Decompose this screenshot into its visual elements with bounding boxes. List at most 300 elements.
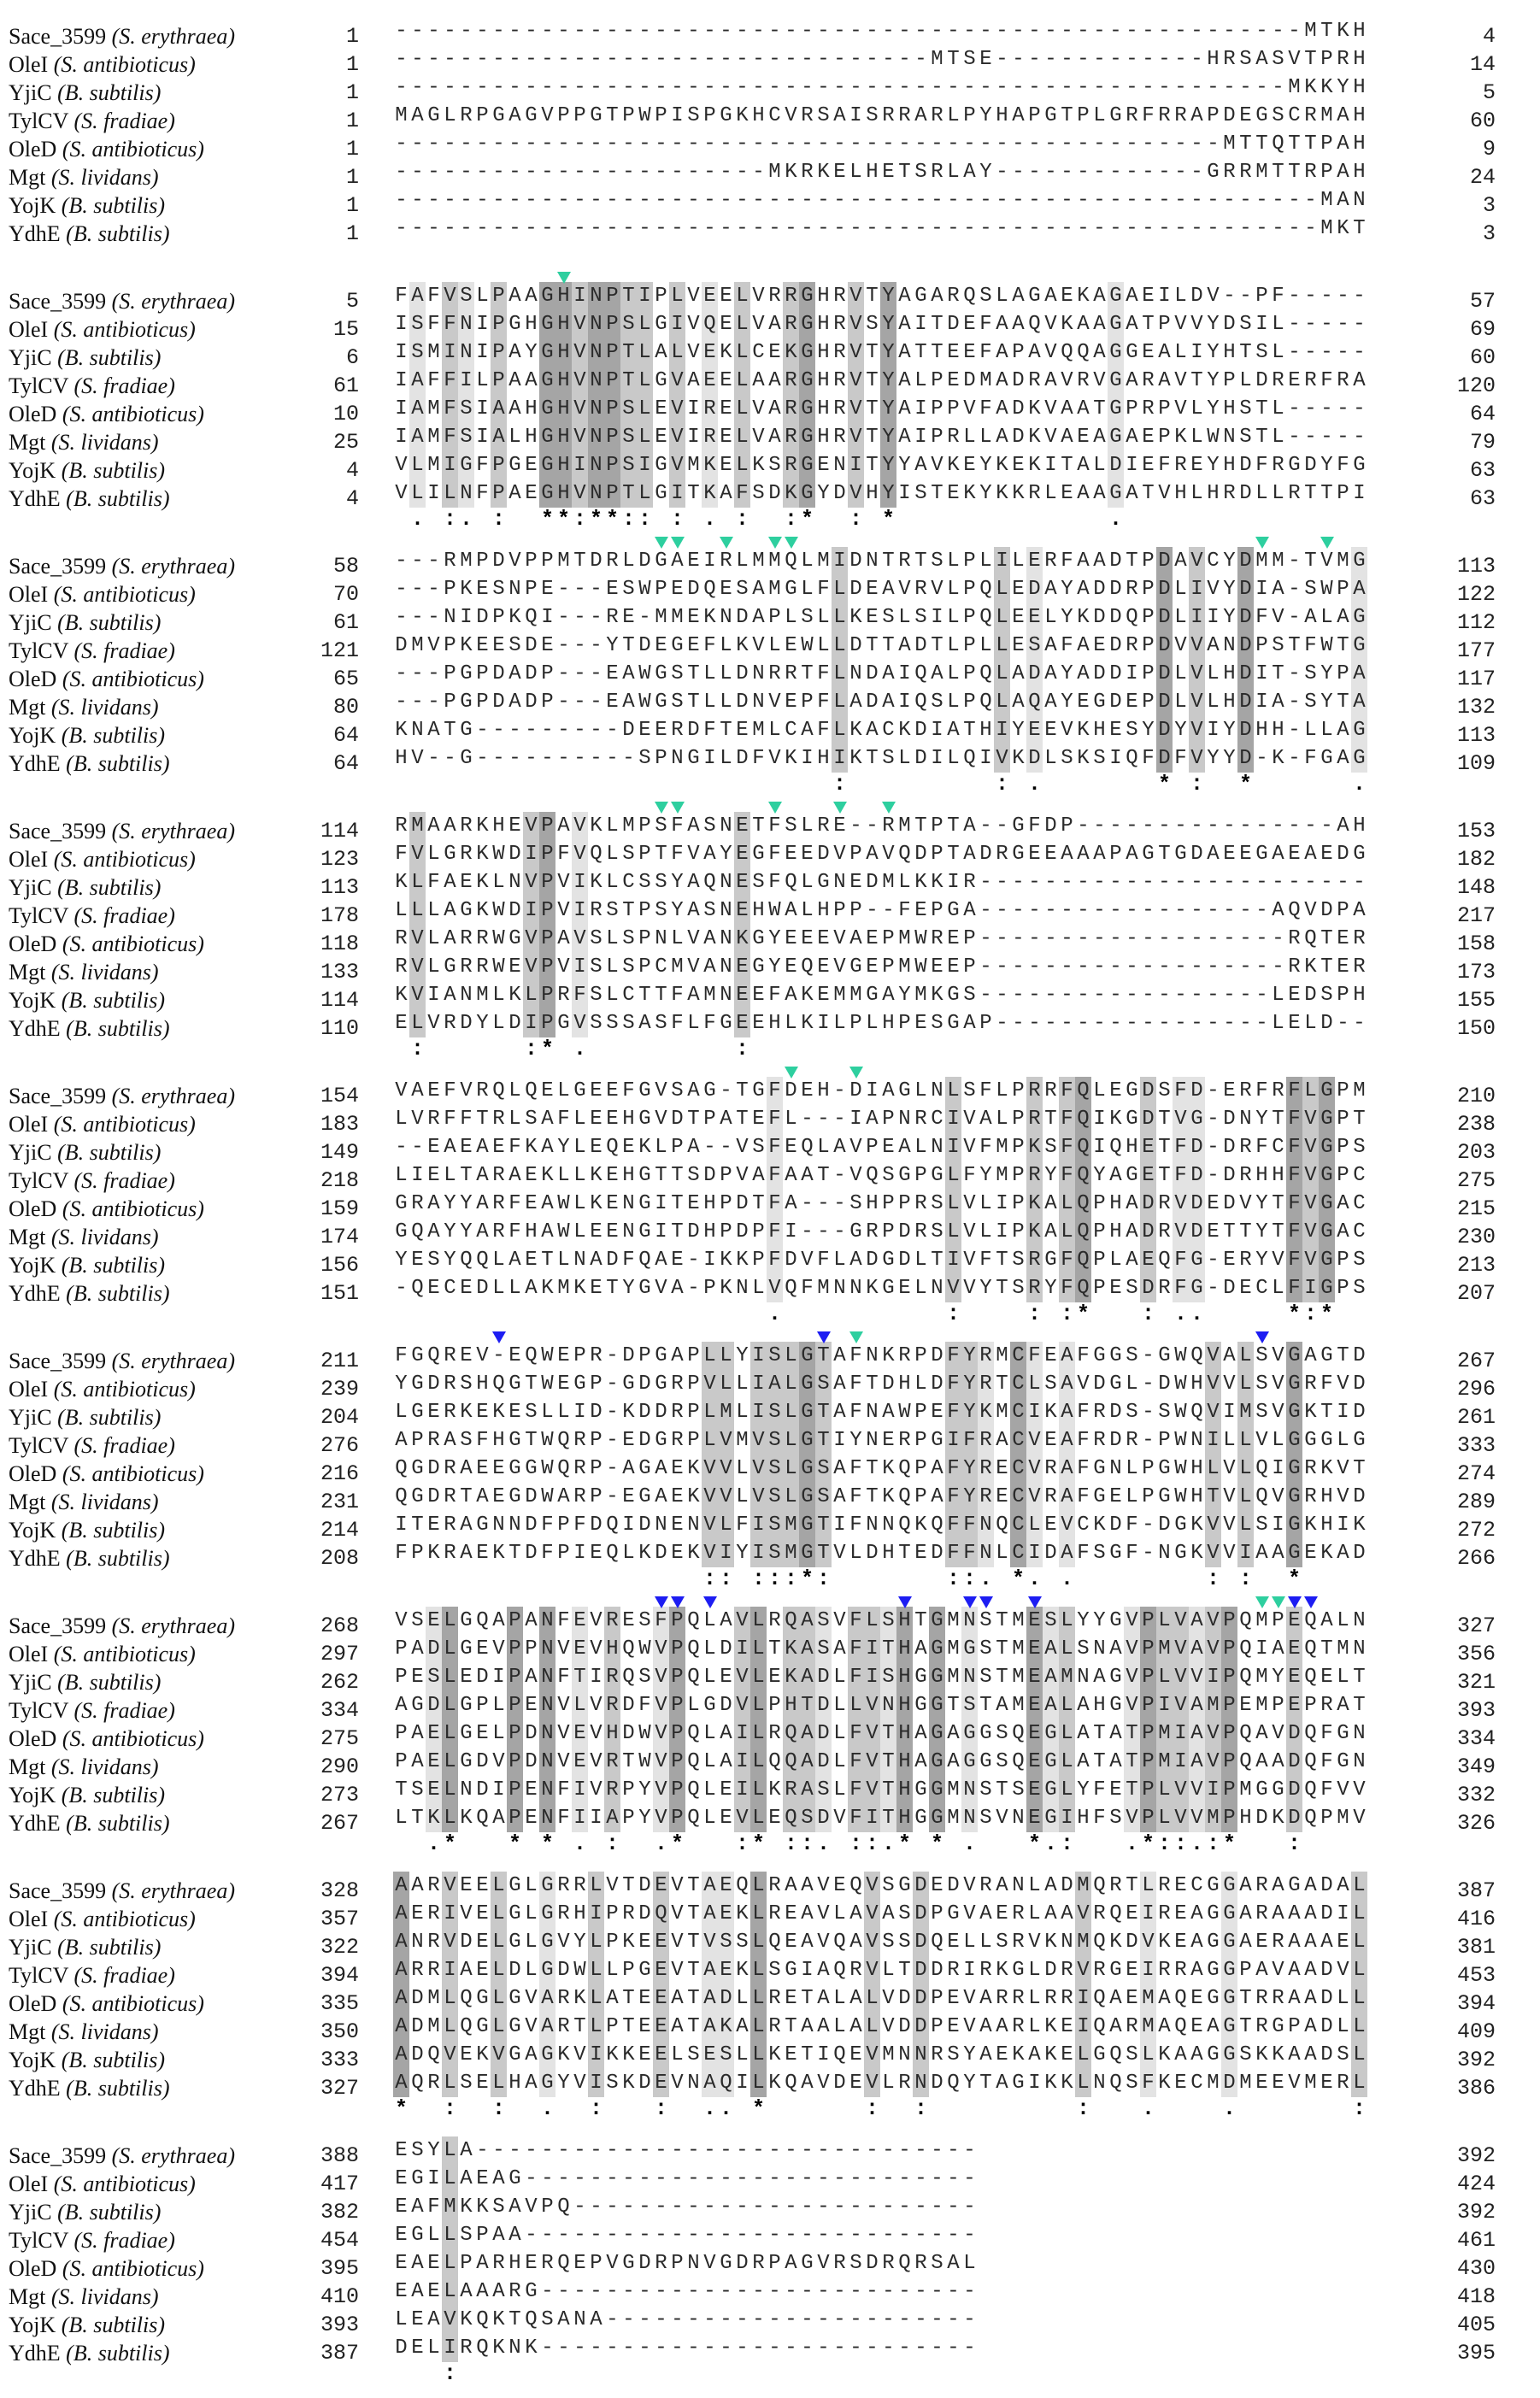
residue: E	[1286, 1009, 1302, 1037]
species-name: (S. antibioticus)	[54, 52, 196, 77]
residue: -	[1237, 215, 1254, 243]
residue: P	[1140, 1635, 1156, 1663]
residue: S	[880, 1663, 896, 1691]
residue: R	[1286, 953, 1302, 981]
residue: P	[1302, 1691, 1319, 1719]
residue: A	[1351, 688, 1367, 716]
residue: G	[1091, 1455, 1108, 1483]
residue: P	[572, 1342, 588, 1370]
residue: -	[474, 17, 491, 45]
residue: L	[1173, 688, 1189, 716]
residue: W	[637, 1635, 653, 1663]
residue: Q	[1108, 2069, 1124, 2097]
residue: L	[1059, 1190, 1075, 1218]
residue: A	[426, 812, 442, 840]
residue: -	[507, 130, 523, 158]
residue: P	[880, 925, 896, 953]
residue: -	[767, 215, 783, 243]
residue: -	[409, 660, 426, 688]
residue: T	[1335, 688, 1351, 716]
residue: L	[978, 423, 994, 451]
residue: V	[458, 1077, 474, 1105]
residue: P	[393, 1719, 409, 1748]
residue: V	[669, 1928, 685, 1956]
residue: -	[588, 45, 604, 73]
residue: Q	[1237, 1748, 1254, 1776]
residue: G	[799, 338, 815, 367]
residue: -	[1010, 868, 1026, 896]
residue: T	[1351, 1691, 1367, 1719]
residue: G	[507, 2013, 523, 2041]
residue: -	[507, 215, 523, 243]
residue: L	[1059, 1748, 1075, 1776]
residue: M	[1140, 2013, 1156, 2041]
residue: -	[994, 158, 1010, 186]
residue: P	[669, 1691, 685, 1719]
residue: W	[539, 1370, 555, 1398]
residue: C	[1270, 1133, 1286, 1161]
residue: A	[978, 1984, 994, 2013]
residue: E	[474, 2165, 491, 2193]
residue: -	[1173, 45, 1189, 73]
consensus-symbol: :	[1237, 1565, 1254, 1593]
protein-label	[0, 1878, 265, 1904]
residue: T	[913, 1607, 929, 1635]
residue: D	[961, 367, 978, 395]
residue: D	[913, 1900, 929, 1928]
protein-name: YdhE	[9, 1016, 66, 1041]
residue: E	[1286, 1607, 1302, 1635]
end-position: 79	[1367, 430, 1496, 455]
residue: K	[994, 1956, 1010, 1984]
residue: -	[555, 660, 572, 688]
residue: L	[572, 1691, 588, 1719]
residue: N	[653, 925, 669, 953]
residue: -	[832, 186, 848, 215]
residue: N	[539, 1691, 555, 1719]
residue: T	[1124, 1719, 1140, 1748]
residue: A	[718, 1607, 734, 1635]
residue: I	[994, 1218, 1010, 1246]
residue: -	[507, 744, 523, 773]
residue: A	[994, 310, 1010, 338]
residue: D	[426, 1691, 442, 1719]
residue: V	[750, 1455, 767, 1483]
residue: -	[913, 45, 929, 73]
residue: -	[426, 688, 442, 716]
residue: L	[1026, 1900, 1043, 1928]
residue: H	[896, 1804, 913, 1832]
residue: F	[426, 2193, 442, 2221]
residue: G	[1108, 395, 1124, 423]
residue: -	[702, 2165, 718, 2193]
residue: L	[507, 423, 523, 451]
residue: P	[1335, 1133, 1351, 1161]
residue: G	[799, 1483, 815, 1511]
start-position: 1	[265, 137, 359, 162]
residue: K	[539, 1161, 555, 1190]
residue: H	[1108, 1218, 1124, 1246]
residue: R	[1026, 1105, 1043, 1133]
residue: E	[1108, 1274, 1124, 1302]
start-position: 394	[265, 1963, 359, 1988]
residue: D	[913, 1956, 929, 1984]
end-position: 3	[1367, 193, 1496, 218]
residue: D	[637, 1426, 653, 1455]
end-position: 148	[1367, 875, 1496, 900]
residue: -	[1237, 896, 1254, 925]
residue: V	[669, 2069, 685, 2097]
residue: L	[393, 1804, 409, 1832]
residue: D	[685, 716, 702, 744]
residue: A	[1335, 744, 1351, 773]
residue: V	[1173, 1190, 1189, 1218]
residue: D	[1091, 575, 1108, 603]
green-triangle-marker	[882, 802, 896, 814]
residue: S	[1043, 1370, 1059, 1398]
residue: R	[1091, 1426, 1108, 1455]
residue: L	[1091, 451, 1108, 479]
residue: E	[799, 1077, 815, 1105]
residue: E	[1010, 451, 1026, 479]
protein-label	[0, 960, 265, 985]
residue: G	[1221, 1956, 1237, 1984]
end-position: 296	[1367, 1377, 1496, 1402]
marker-row	[393, 1595, 1367, 1612]
residue: T	[994, 1607, 1010, 1635]
residue: P	[539, 688, 555, 716]
species-name: (S. fradiae)	[73, 903, 174, 928]
species-name: (S. erythraea)	[112, 2143, 235, 2168]
protein-label	[0, 1670, 265, 1696]
residue: R	[620, 1900, 637, 1928]
residue: E	[783, 925, 799, 953]
residue: R	[880, 812, 896, 840]
residue: -	[1286, 660, 1302, 688]
residue: -	[426, 547, 442, 575]
residue: G	[1173, 840, 1189, 868]
residue: S	[880, 1928, 896, 1956]
residue: P	[1140, 632, 1156, 660]
residue: -	[604, 158, 620, 186]
residue: -	[994, 73, 1010, 102]
residue: L	[507, 1105, 523, 1133]
residue: -	[1173, 1009, 1189, 1037]
residue: K	[945, 451, 961, 479]
residue: C	[620, 868, 637, 896]
residue: -	[799, 73, 815, 102]
end-position: 230	[1367, 1225, 1496, 1249]
residue: S	[929, 1218, 945, 1246]
residue: -	[588, 73, 604, 102]
residue: M	[767, 158, 783, 186]
species-name: (B. subtilis)	[62, 1783, 165, 1807]
residue: M	[994, 1398, 1010, 1426]
residue: E	[783, 1928, 799, 1956]
residue: P	[848, 1009, 864, 1037]
residue: G	[539, 367, 555, 395]
residue: S	[815, 1776, 832, 1804]
protein-name: YojK	[9, 458, 62, 483]
residue: D	[1351, 1539, 1367, 1567]
species-name: (S. antibioticus)	[54, 582, 196, 607]
residue: K	[507, 603, 523, 632]
consensus-row	[0, 1572, 1540, 1595]
residue: -	[604, 186, 620, 215]
residue: I	[1351, 479, 1367, 508]
residue: V	[685, 840, 702, 868]
residue: -	[637, 186, 653, 215]
residue: S	[864, 310, 880, 338]
residue: -	[1189, 812, 1205, 840]
marker-row	[393, 5, 1367, 22]
residue: F	[1091, 1776, 1108, 1804]
residue: E	[653, 716, 669, 744]
residue: T	[994, 1246, 1010, 1274]
residue: Q	[1091, 1984, 1108, 2013]
species-name: (B. subtilis)	[62, 988, 165, 1013]
residue: -	[620, 215, 637, 243]
residue: E	[1286, 1635, 1302, 1663]
species-name: (B. subtilis)	[57, 1405, 161, 1430]
residue: A	[507, 102, 523, 130]
residue: E	[669, 1455, 685, 1483]
residue: D	[1156, 603, 1173, 632]
residue: V	[880, 2013, 896, 2041]
residue: V	[555, 953, 572, 981]
protein-label	[0, 345, 265, 371]
residue: E	[1221, 1246, 1237, 1274]
residue: -	[1140, 1370, 1156, 1398]
residue: I	[832, 1511, 848, 1539]
residue: -	[783, 45, 799, 73]
residue: T	[1286, 158, 1302, 186]
residue: R	[1059, 1984, 1075, 2013]
residue: A	[588, 1246, 604, 1274]
residue: W	[637, 575, 653, 603]
residue: -	[1156, 896, 1173, 925]
residue: -	[1108, 215, 1124, 243]
residue: L	[555, 1246, 572, 1274]
residue: D	[1059, 1872, 1075, 1900]
residue: -	[604, 73, 620, 102]
residue: -	[555, 158, 572, 186]
residue: G	[750, 953, 767, 981]
consensus-symbol: :	[442, 2095, 458, 2123]
residue: L	[1237, 1370, 1254, 1398]
residue: R	[767, 1872, 783, 1900]
residue: E	[637, 1928, 653, 1956]
residue: A	[409, 423, 426, 451]
residue: P	[523, 547, 539, 575]
residue: T	[653, 840, 669, 868]
residue: E	[929, 953, 945, 981]
residue: G	[1026, 282, 1043, 310]
residue: T	[799, 1691, 815, 1719]
residue: P	[929, 2013, 945, 2041]
residue: I	[1302, 1274, 1319, 1302]
residue: V	[848, 423, 864, 451]
residue: -	[750, 215, 767, 243]
residue: F	[1286, 1077, 1302, 1105]
residue: Y	[880, 479, 896, 508]
residue: G	[620, 1370, 637, 1398]
residue: R	[1124, 1426, 1140, 1455]
residue: P	[637, 896, 653, 925]
residue: -	[1351, 423, 1367, 451]
residue: K	[734, 1956, 750, 1984]
residue: D	[637, 632, 653, 660]
residue: S	[685, 2041, 702, 2069]
residue: P	[1221, 1719, 1237, 1748]
residue: D	[832, 479, 848, 508]
residue: F	[426, 310, 442, 338]
consensus-symbol: .	[1124, 1830, 1140, 1858]
species-name: (B. subtilis)	[57, 80, 161, 105]
consensus-symbol: :	[1189, 770, 1205, 798]
start-position: 1	[265, 221, 359, 246]
residue: -	[994, 45, 1010, 73]
residue: P	[507, 1635, 523, 1663]
residue: F	[767, 1246, 783, 1274]
residue: D	[1043, 812, 1059, 840]
residue: E	[848, 868, 864, 896]
residue: K	[637, 1133, 653, 1161]
residue: L	[409, 479, 426, 508]
residue: -	[799, 45, 815, 73]
residue: A	[1335, 102, 1351, 130]
residue: F	[442, 423, 458, 451]
residue: Q	[1124, 744, 1140, 773]
residue: L	[1270, 423, 1286, 451]
residue: D	[1237, 479, 1254, 508]
residue: S	[637, 1607, 653, 1635]
residue: A	[507, 2193, 523, 2221]
residue: A	[734, 2013, 750, 2041]
residue: Q	[685, 1719, 702, 1748]
residue: G	[1351, 744, 1367, 773]
residue: -	[685, 1274, 702, 1302]
residue: G	[458, 688, 474, 716]
residue: N	[718, 896, 734, 925]
residue: P	[1124, 395, 1140, 423]
residue: A	[1286, 1928, 1302, 1956]
blue-triangle-marker	[492, 1331, 506, 1343]
residue: G	[637, 1274, 653, 1302]
residue: L	[1108, 1246, 1124, 1274]
residue: -	[669, 2165, 685, 2193]
residue: G	[1173, 1539, 1189, 1567]
residue: V	[1205, 1748, 1221, 1776]
residue: V	[815, 2069, 832, 2097]
residue: F	[442, 395, 458, 423]
species-name: (S. lividans)	[51, 1490, 159, 1514]
residue: V	[929, 575, 945, 603]
residue: V	[1205, 1719, 1221, 1748]
species-name: (B. subtilis)	[57, 1935, 161, 1960]
residue: -	[1026, 868, 1043, 896]
residue: A	[458, 1539, 474, 1567]
residue: V	[1026, 1928, 1043, 1956]
residue: R	[1043, 1455, 1059, 1483]
residue: L	[1140, 1872, 1156, 1900]
residue: D	[491, 547, 507, 575]
residue: H	[880, 1539, 896, 1567]
residue: T	[1237, 1218, 1254, 1246]
residue: V	[1075, 1956, 1091, 1984]
residue: D	[458, 1009, 474, 1037]
residue: I	[864, 1663, 880, 1691]
residue: -	[1124, 1009, 1140, 1037]
residue: A	[1091, 310, 1108, 338]
residue: L	[750, 1607, 767, 1635]
residue: S	[458, 395, 474, 423]
residue: T	[1270, 660, 1286, 688]
residue: A	[961, 896, 978, 925]
residue: P	[620, 102, 637, 130]
residue: Y	[1205, 338, 1221, 367]
residue: G	[848, 953, 864, 981]
start-position: 1	[265, 80, 359, 105]
residue: G	[653, 367, 669, 395]
residue: -	[1091, 896, 1108, 925]
residue: Q	[848, 1872, 864, 1900]
consensus-symbol: :	[1302, 1300, 1319, 1328]
residue: P	[961, 575, 978, 603]
residue: G	[507, 1928, 523, 1956]
residue: T	[669, 1190, 685, 1218]
residue: T	[864, 423, 880, 451]
residue: Y	[1205, 451, 1221, 479]
residue: -	[1059, 925, 1075, 953]
residue: A	[1270, 1872, 1286, 1900]
residue: R	[1254, 1984, 1270, 2013]
residue: V	[1189, 547, 1205, 575]
end-position: 120	[1367, 373, 1496, 398]
species-name: (B. subtilis)	[62, 723, 165, 748]
residue: I	[539, 603, 555, 632]
residue: L	[1254, 479, 1270, 508]
residue: V	[1059, 1511, 1075, 1539]
species-name: (S. antibioticus)	[62, 1991, 204, 2016]
residue: -	[1043, 868, 1059, 896]
residue: D	[1319, 2041, 1335, 2069]
residue: K	[1043, 1398, 1059, 1426]
residue: -	[572, 744, 588, 773]
residue: I	[1156, 282, 1173, 310]
protein-name: TylCV	[9, 1963, 73, 1988]
residue: N	[491, 1511, 507, 1539]
residue: K	[1059, 2069, 1075, 2097]
residue: Q	[1026, 310, 1043, 338]
residue: -	[458, 215, 474, 243]
protein-name: Mgt	[9, 165, 51, 190]
residue: D	[864, 868, 880, 896]
residue: P	[1140, 1483, 1156, 1511]
residue: K	[978, 1398, 994, 1426]
residue: E	[1221, 840, 1237, 868]
residue: Q	[1254, 1455, 1270, 1483]
residue: D	[702, 1161, 718, 1190]
residue: -	[945, 2193, 961, 2221]
residue: R	[604, 1776, 620, 1804]
residue: A	[1189, 1607, 1205, 1635]
residue: S	[1010, 1776, 1026, 1804]
residue: A	[393, 1872, 409, 1900]
protein-name: YjiC	[9, 1935, 57, 1960]
residue: A	[620, 660, 637, 688]
residue: -	[523, 158, 539, 186]
